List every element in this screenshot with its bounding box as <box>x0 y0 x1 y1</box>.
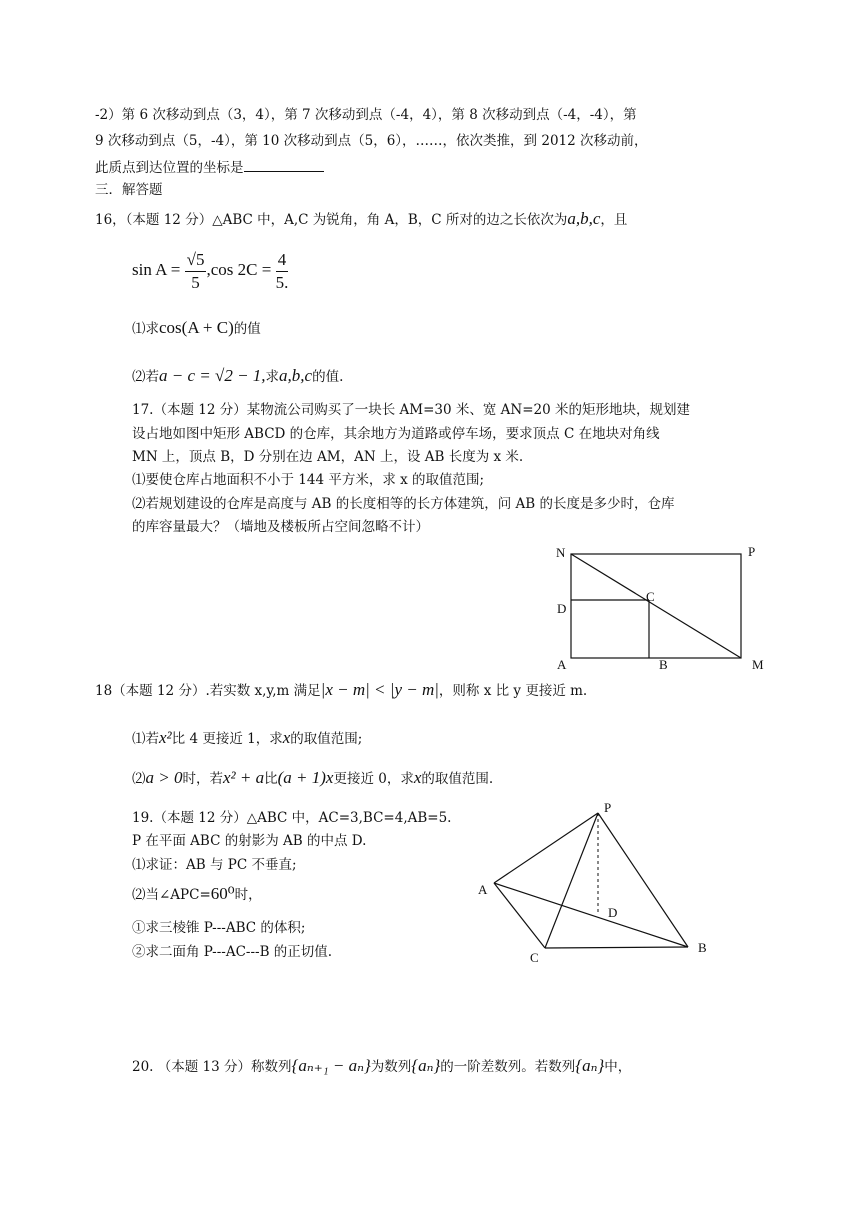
edge-PC <box>545 813 598 948</box>
q16-given-equation <box>132 245 288 295</box>
label-P: P <box>604 800 612 815</box>
q16-frac2-den: 5. <box>275 273 289 292</box>
q16-frac2-num: 4 <box>276 249 289 272</box>
q19-part1: ⑴求证：AB 与 PC 不垂直; <box>132 857 297 873</box>
edge-PA <box>494 813 598 883</box>
q16-part1-expr: cos(A + C) <box>159 318 234 337</box>
label-P: P <box>748 544 756 559</box>
q19-subpart1: ①求三棱锥 P---ABC 的体积; <box>132 920 306 936</box>
q16-part2-post: 的值. <box>312 369 344 385</box>
q16-cos-label: ,cos 2C = <box>206 260 272 279</box>
q17-part2-line1: ⑵若规划建设的仓库是高度与 AB 的长度相等的长方体建筑，问 AB 的长度是多少时，仓库 <box>132 496 675 512</box>
q15-line1: -2）第 6 次移动到点（3，4），第 7 次移动到点（-4，4），第 8 次移动到点（-4，-4），第 <box>95 107 637 123</box>
q19-line1: 19.（本题 12 分）△ABC 中，AC=3,BC=4,AB=5. <box>132 810 452 826</box>
q16-part2 <box>132 366 343 387</box>
q19-part2 <box>132 884 262 905</box>
label-B: B <box>659 657 668 672</box>
q16-frac1-num: √5 <box>185 249 207 272</box>
q16-vars: a,b,c <box>567 209 601 228</box>
q20-line1 <box>132 1056 631 1077</box>
q17-line3: MN 上，顶点 B，D 分别在边 AM，AN 上，设 AB 长度为 x 米. <box>132 449 524 465</box>
q18-part2-expr2: x² + a <box>222 768 265 787</box>
q16-frac1-den: 5 <box>191 273 200 292</box>
q16-part1 <box>132 318 261 339</box>
q16-part2-expr: a − c = √2 − 1, <box>159 366 266 385</box>
figure-diagonal-NM <box>571 554 741 658</box>
q18-part1-var: x <box>282 728 291 747</box>
q15-line2: 9 次移动到点（5，-4），第 10 次移动到点（5，6），……，依次类推，到 2012 次移动前， <box>95 133 648 149</box>
label-D: D <box>557 601 567 616</box>
section-heading: 三．解答题 <box>95 182 163 198</box>
label-A: A <box>557 657 567 672</box>
label-N: N <box>556 545 566 560</box>
label-B: B <box>698 940 707 955</box>
q18-part2 <box>132 768 493 789</box>
q20-t2: 的一阶差数列。若数列 <box>440 1059 576 1075</box>
q18-part1-post: 比 4 更接近 1，求 <box>171 731 283 747</box>
q16-part2-vars: a,b,c <box>279 366 313 385</box>
q18-part1-end: 的取值范围; <box>290 731 363 747</box>
q20-expr1: {aₙ₊₁ − aₙ} <box>291 1056 371 1075</box>
q18-part1-expr: x² <box>159 728 172 747</box>
q18-part2-end: 的取值范围. <box>421 771 494 787</box>
q16-fraction-4-over-5 <box>276 249 289 294</box>
q17-part1: ⑴要使仓库占地面积不小于 144 平方米，求 x 的取值范围; <box>132 472 485 488</box>
q20-stem: 20. （本题 13 分）称数列 <box>132 1059 292 1075</box>
q16-stem: 16，（本题 12 分）△ABC 中，A,C 为锐角，角 A，B，C 所对的边之长依次为 <box>95 212 568 228</box>
q16-part2-mid: 求 <box>265 369 280 385</box>
q19-part2-pre: ⑵当∠APC= <box>132 887 211 903</box>
edge-PB <box>598 813 688 947</box>
q19-part2-post: 时， <box>234 887 262 903</box>
q19-line2: P 在平面 ABC 的射影为 AB 的中点 D. <box>132 833 367 849</box>
q20-t3: 中， <box>604 1059 632 1075</box>
q17-part2-line2: 的库容量最大？（墙地及楼板所占空间忽略不计） <box>132 519 429 535</box>
q18-part2-t3: 更接近 0，求 <box>333 771 414 787</box>
answer-blank <box>244 157 324 172</box>
q18-condition-expr: |x − m| < |y − m| <box>320 680 439 699</box>
q19-pyramid-figure <box>470 795 720 975</box>
q16-fraction-sqrt5-over-5 <box>185 249 207 294</box>
q15-line3-text: 此质点到达位置的坐标是 <box>95 160 244 176</box>
q20-t1: 为数列 <box>370 1059 412 1075</box>
q16-stem-end: ，且 <box>600 212 628 228</box>
q17-line2: 设占地如图中矩形 ABCD 的仓库，其余地方为道路或停车场，要求顶点 C 在地块对角线 <box>132 426 660 442</box>
q16-sin-label: sin A = <box>132 260 181 279</box>
q18-part1 <box>132 728 362 749</box>
q18-stem-end: ，则称 x 比 y 更接近 m. <box>438 683 588 699</box>
q19-part2-angle: 60⁰ <box>210 884 235 903</box>
edge-CB <box>545 947 688 948</box>
q18-line1 <box>95 680 587 701</box>
q16-part1-pre: ⑴求 <box>132 321 159 337</box>
q18-part2-expr3: (a + 1)x <box>277 768 334 787</box>
label-A: A <box>478 882 488 897</box>
q18-part1-pre: ⑴若 <box>132 731 159 747</box>
q18-part2-expr1: a > 0 <box>145 768 183 787</box>
q17-rectangle-figure <box>540 535 790 675</box>
q18-part2-t1: 时，若 <box>182 771 223 787</box>
q20-expr3: {aₙ} <box>575 1056 605 1075</box>
label-D: D <box>608 905 618 920</box>
q18-part2-pre: ⑵ <box>132 771 146 787</box>
label-C: C <box>530 950 539 965</box>
label-M: M <box>752 657 764 672</box>
q16-part2-pre: ⑵若 <box>132 369 159 385</box>
q16-part1-post: 的值 <box>233 321 261 337</box>
q15-line3 <box>95 157 324 178</box>
label-C: C <box>646 589 655 604</box>
edge-AC <box>494 883 545 948</box>
q20-expr2: {aₙ} <box>411 1056 441 1075</box>
q17-line1: 17.（本题 12 分）某物流公司购买了一块长 AM=30 米、宽 AN=20 米的矩形地块，规划建 <box>132 402 691 418</box>
edge-AB <box>494 883 688 947</box>
q18-stem: 18（本题 12 分）.若实数 x,y,m 满足 <box>95 683 321 699</box>
q16-line1 <box>95 209 627 230</box>
q18-part2-t2: 比 <box>264 771 278 787</box>
q18-part2-var: x <box>413 768 422 787</box>
q19-subpart2: ②求二面角 P---AC---B 的正切值. <box>132 944 333 960</box>
